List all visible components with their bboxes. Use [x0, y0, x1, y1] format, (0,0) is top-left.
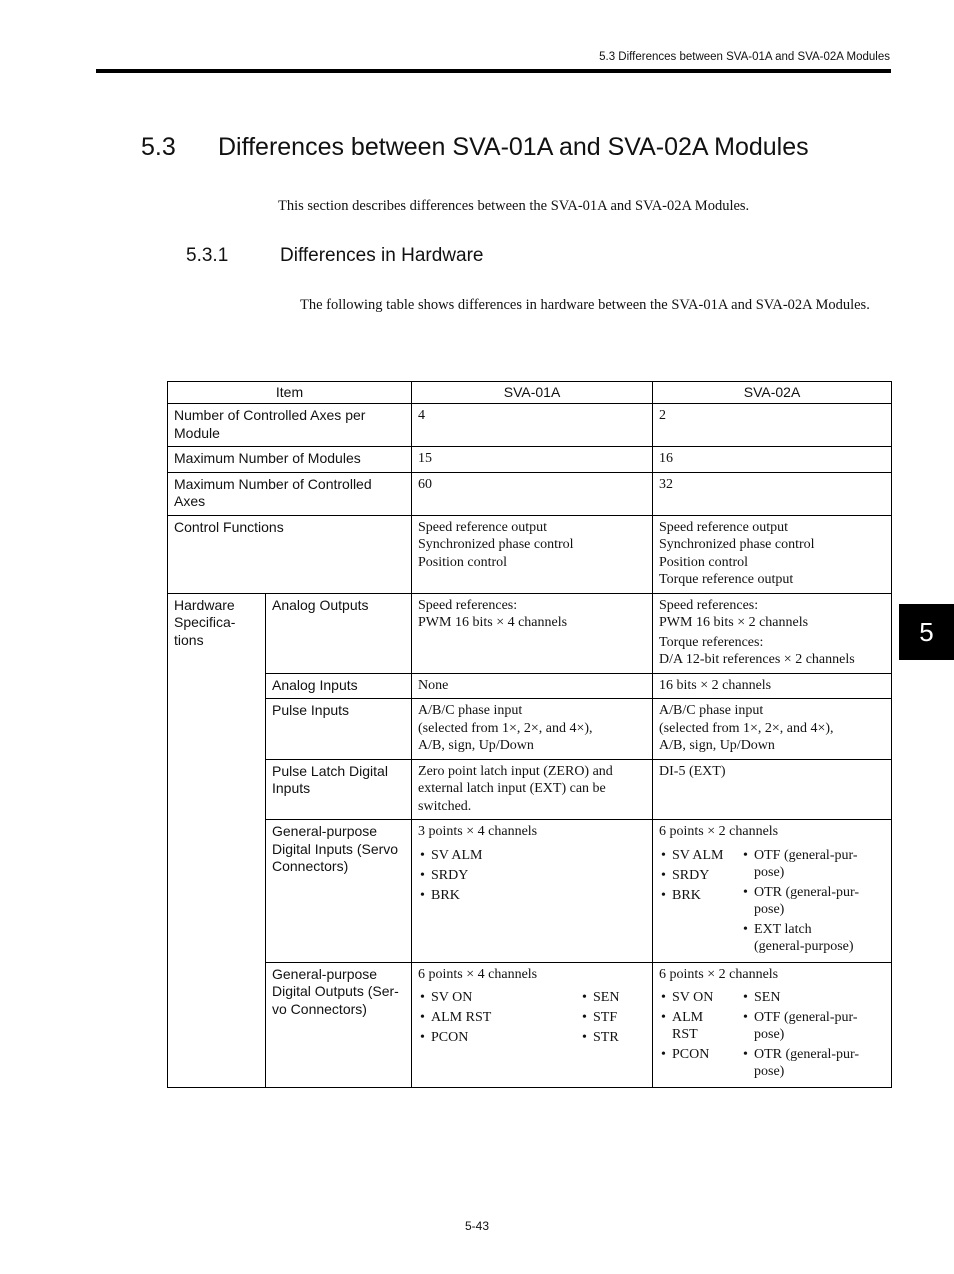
row-sva01a: Zero point latch input (ZERO) and external latch input (EXT) can be switched. [412, 759, 653, 820]
bullet-list [741, 847, 865, 958]
row-sva02a [653, 820, 892, 963]
list-item: • SEN [743, 989, 865, 1006]
row-item: Analog Outputs [266, 593, 412, 673]
header-item: Item [168, 382, 412, 404]
section-number: 5.3 [141, 133, 176, 161]
bullet-list [580, 989, 642, 1049]
cell-line: (selected from 1×, 2×, and 4×), [659, 720, 834, 736]
table-row [168, 699, 892, 760]
row-sva02a [653, 699, 892, 760]
header-rule [96, 69, 891, 73]
row-item: General-purpose Digital Outputs (Ser-vo Connectors) [266, 962, 412, 1088]
section-intro: This section describes differences between the SVA-01A and SVA-02A Modules. [278, 198, 750, 214]
cell-line: Speed references: [418, 597, 518, 613]
subsection-title: Differences in Hardware [280, 245, 484, 266]
cell-line: A/B/C phase input [659, 703, 764, 718]
row-sva02a [653, 515, 892, 593]
row-sva02a: 32 [653, 472, 892, 515]
cell-title: 6 points × 4 channels [418, 966, 538, 982]
hardware-differences-table [167, 381, 892, 1088]
bullet-columns [659, 841, 885, 958]
cell-line: Synchronized phase control [418, 537, 574, 552]
list-item: • OTF (general-pur-pose) [743, 847, 865, 881]
subsection-heading [186, 245, 483, 267]
row-item: Maximum Number of Modules [168, 447, 412, 473]
table-row [168, 820, 892, 963]
bullet-columns [659, 983, 885, 1083]
row-sva02a [653, 593, 892, 673]
cell-line: Torque references: [659, 634, 764, 650]
list-item: • PCON [420, 1029, 580, 1046]
row-item: Analog Inputs [266, 673, 412, 699]
cell-line: A/B, sign, Up/Down [659, 738, 775, 753]
table-row [168, 759, 892, 820]
bullet-list [659, 847, 741, 958]
list-item: • SV ALM [661, 847, 741, 864]
hardware-specifications-group: Hardware Specifica-tions [168, 593, 266, 1088]
cell-line: A/B, sign, Up/Down [418, 738, 534, 753]
list-item: • PCON [661, 1046, 741, 1063]
row-item: Pulse Latch Digital Inputs [266, 759, 412, 820]
row-sva01a: 15 [412, 447, 653, 473]
list-item: • STR [582, 1029, 642, 1046]
row-sva01a: None [412, 673, 653, 699]
header-sva02a: SVA-02A [653, 382, 892, 404]
row-sva01a [412, 699, 653, 760]
cell-line: Torque reference output [659, 572, 794, 587]
row-sva01a [412, 820, 653, 963]
row-sva02a: 16 [653, 447, 892, 473]
table-row [168, 515, 892, 593]
subsection-number: 5.3.1 [186, 245, 229, 266]
header-sva01a: SVA-01A [412, 382, 653, 404]
bullet-columns [418, 983, 646, 1049]
subsection-paragraph: The following table shows differences in hardware between the SVA-01A and SVA-02A Modules. [300, 297, 870, 313]
row-item: Maximum Number of Controlled Axes [168, 472, 412, 515]
table-header-row [168, 382, 892, 404]
table-row [168, 962, 892, 1088]
row-sva02a: 16 bits × 2 channels [653, 673, 892, 699]
cell-line: A/B/C phase input [418, 703, 523, 718]
table-row [168, 593, 892, 673]
cell-line: PWM 16 bits × 4 channels [418, 615, 568, 630]
cell-title: 3 points × 4 channels [418, 824, 538, 839]
list-item: • EXT latch (general-purpose) [743, 921, 865, 955]
list-item: • SRDY [661, 867, 741, 884]
list-item: • ALM RST [661, 1009, 724, 1043]
row-item: Number of Controlled Axes per Module [168, 404, 412, 447]
table-row [168, 472, 892, 515]
cell-line: Speed reference output [659, 519, 789, 535]
running-head: 5.3 Differences between SVA-01A and SVA-02A Modules [599, 51, 890, 63]
section-heading [141, 133, 809, 162]
row-sva02a: 2 [653, 404, 892, 447]
cell-line: Speed reference output [418, 519, 548, 535]
list-item: • OTR (general-pur-pose) [743, 884, 865, 918]
bullet-list [418, 989, 580, 1049]
page-number: 5-43 [464, 1219, 490, 1233]
list-item: • OTR (general-pur-pose) [743, 1046, 865, 1080]
row-sva02a: DI-5 (EXT) [653, 759, 892, 820]
row-sva02a [653, 962, 892, 1088]
table-row [168, 673, 892, 699]
list-item: • SRDY [420, 867, 646, 884]
list-item: • ALM RST [420, 1009, 580, 1026]
row-item: Control Functions [168, 515, 412, 593]
bullet-list [418, 847, 646, 904]
cell-line: Speed references: [659, 597, 759, 613]
cell-line: Position control [659, 554, 749, 570]
bullet-list [741, 989, 865, 1083]
cell-line: D/A 12-bit references × 2 channels [659, 652, 855, 667]
list-item: • BRK [420, 887, 646, 904]
section-title: Differences between SVA-01A and SVA-02A Modules [218, 133, 809, 161]
row-sva01a [412, 593, 653, 673]
row-sva01a: 4 [412, 404, 653, 447]
row-item: Pulse Inputs [266, 699, 412, 760]
row-sva01a [412, 515, 653, 593]
list-item: • SV ON [420, 989, 580, 1006]
list-item: • SEN [582, 989, 642, 1006]
bullet-list [659, 989, 741, 1083]
row-item: General-purpose Digital Inputs (Servo Connectors) [266, 820, 412, 963]
row-sva01a [412, 962, 653, 1088]
list-item: • BRK [661, 887, 741, 904]
table-row [168, 447, 892, 473]
table-row [168, 404, 892, 447]
row-sva01a: 60 [412, 472, 653, 515]
cell-line: Position control [418, 554, 508, 570]
chapter-tab: 5 [899, 604, 954, 660]
cell-line: PWM 16 bits × 2 channels [659, 615, 809, 630]
list-item: • SV ON [661, 989, 741, 1006]
cell-title: 6 points × 2 channels [659, 824, 779, 839]
cell-line: (selected from 1×, 2×, and 4×), [418, 720, 593, 736]
cell-title: 6 points × 2 channels [659, 966, 779, 982]
list-item: • OTF (general-pur-pose) [743, 1009, 865, 1043]
list-item: • SV ALM [420, 847, 646, 864]
cell-line: Synchronized phase control [659, 537, 815, 552]
list-item: • STF [582, 1009, 642, 1026]
